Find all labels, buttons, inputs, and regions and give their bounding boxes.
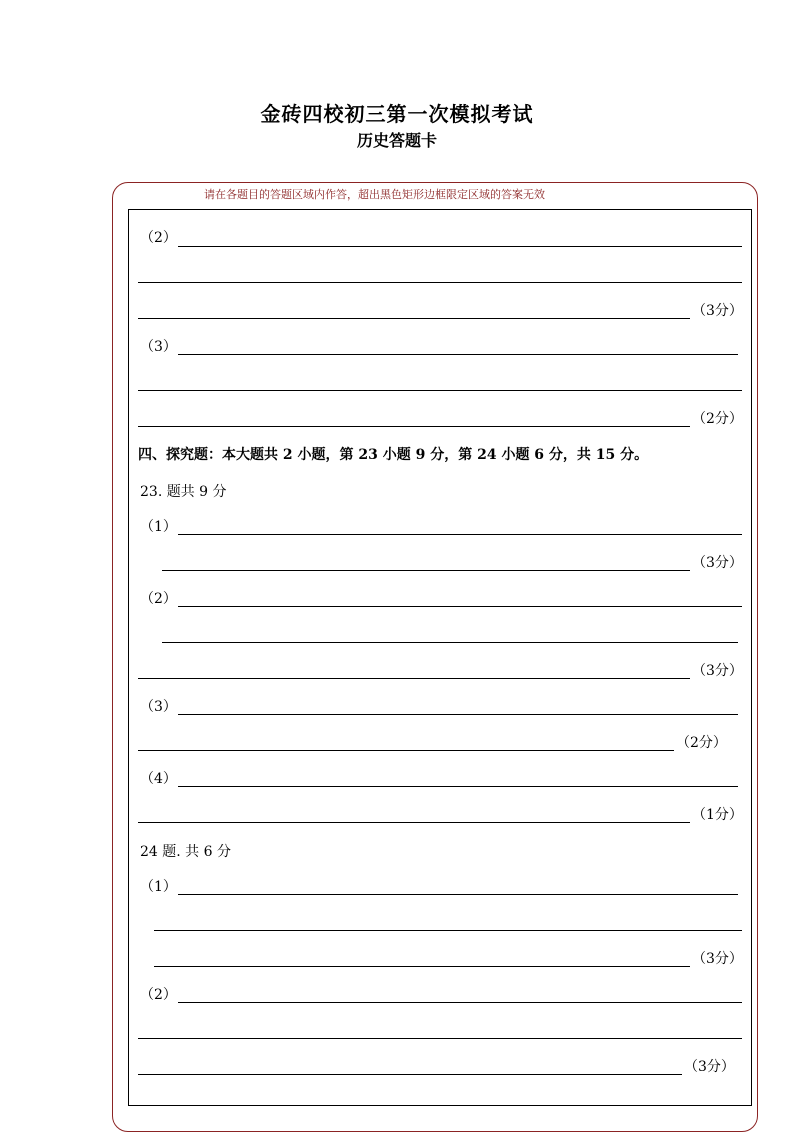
answer-area-frame (128, 209, 752, 1106)
page-subtitle: 历史答题卡 (356, 131, 437, 150)
section4-heading: 四、探究题：本大题共 2 小题，第 23 小题 9 分，第 24 小题 6 分，共 15 分。 (138, 447, 649, 463)
answer-line[interactable] (138, 1038, 742, 1039)
answer-area-notice: 请在各题目的答题区域内作答，超出黑色矩形边框限定区域的答案无效 (204, 188, 545, 201)
q24-title: 24 题. 共 6 分 (140, 844, 231, 860)
answer-line[interactable] (178, 246, 742, 247)
answer-line[interactable] (178, 714, 738, 715)
q22-sub3-label: （3） (140, 339, 177, 355)
answer-line[interactable] (138, 678, 690, 679)
q22-sub3-score: （2分） (692, 411, 743, 427)
q23-sub2-label: （2） (140, 591, 177, 607)
q23-sub4-label: （4） (140, 771, 177, 787)
answer-line[interactable] (154, 966, 690, 967)
answer-line[interactable] (178, 894, 738, 895)
q24-sub1-score: （3分） (692, 951, 743, 967)
q23-sub3-score: （2分） (676, 735, 727, 751)
answer-line[interactable] (138, 822, 690, 823)
q23-sub1-label: （1） (140, 519, 177, 535)
answer-line[interactable] (178, 354, 738, 355)
q24-sub1-label: （1） (140, 879, 177, 895)
answer-line[interactable] (154, 930, 742, 931)
q24-sub2-label: （2） (140, 987, 177, 1003)
answer-line[interactable] (138, 282, 742, 283)
answer-line[interactable] (178, 786, 738, 787)
answer-line[interactable] (138, 390, 742, 391)
q23-sub4-score: （1分） (692, 807, 743, 823)
q23-sub3-label: （3） (140, 699, 177, 715)
q23-sub1-score: （3分） (692, 555, 743, 571)
q24-sub2-score: （3分） (684, 1059, 735, 1075)
page-title: 金砖四校初三第一次模拟考试 (260, 102, 534, 126)
answer-line[interactable] (138, 1074, 682, 1075)
q23-sub2-score: （3分） (692, 663, 743, 679)
answer-line[interactable] (138, 318, 690, 319)
answer-line[interactable] (178, 534, 742, 535)
q22-sub2-label: （2） (140, 230, 177, 246)
q23-title: 23. 题共 9 分 (140, 484, 227, 500)
q22-sub2-score: （3分） (692, 303, 743, 319)
answer-line[interactable] (138, 750, 674, 751)
answer-line[interactable] (162, 570, 690, 571)
answer-line[interactable] (162, 642, 738, 643)
answer-line[interactable] (138, 426, 690, 427)
answer-line[interactable] (178, 606, 742, 607)
answer-line[interactable] (178, 1002, 742, 1003)
